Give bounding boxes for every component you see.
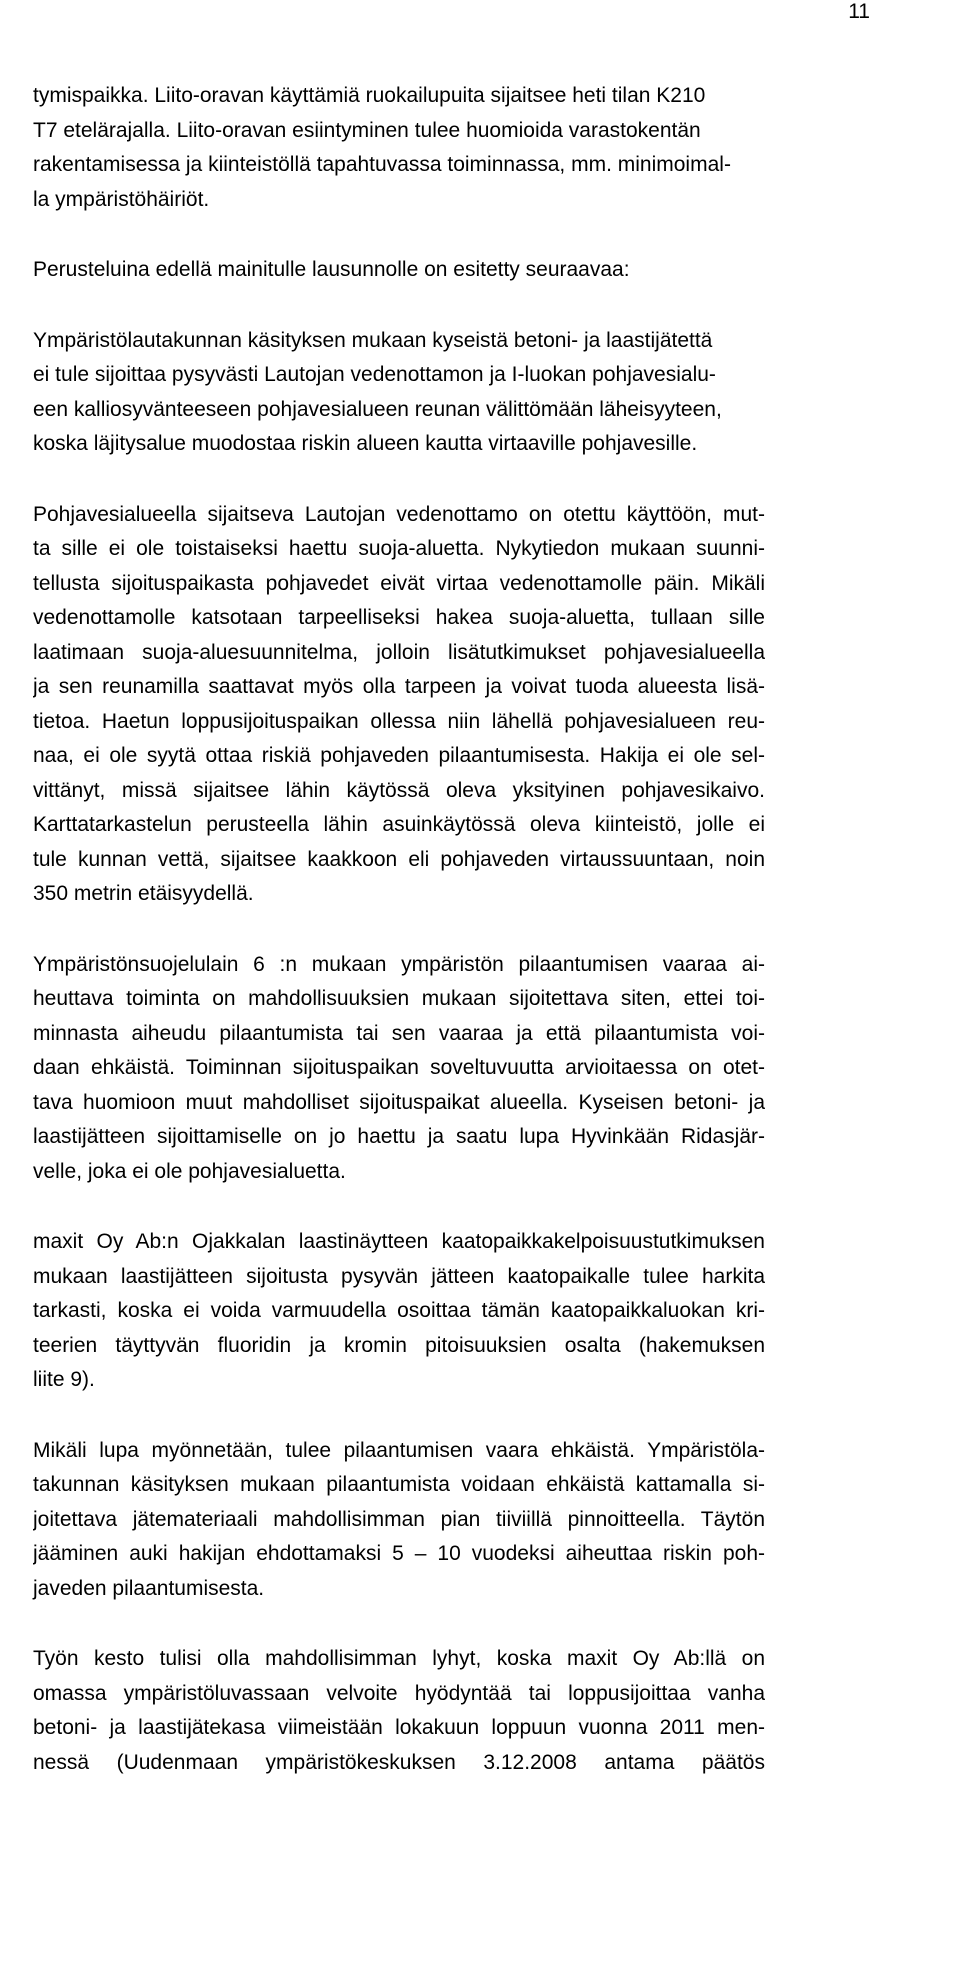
text-line: liite 9). [33, 1368, 95, 1391]
paragraph [33, 1434, 765, 1607]
text-line: betoni- ja laastijätekasa viimeistään lokakuun loppuun vuonna 2011 men- [33, 1716, 765, 1739]
text-line: naa, ei ole syytä ottaa riskiä pohjaveden pilaantumisesta. Hakija ei ole sel- [33, 744, 765, 767]
text-line: tarkasti, koska ei voida varmuudella osoittaa tämän kaatopaikkaluokan kri- [33, 1299, 765, 1322]
text-line: Ympäristönsuojelulain 6 :n mukaan ympäristön pilaantumisen vaaraa ai- [33, 952, 765, 976]
paragraph [33, 498, 765, 912]
text-line: vittänyt, missä sijaitsee lähin käytössä oleva yksityinen pohjavesikaivo. [33, 778, 765, 802]
text-line: takunnan käsityksen mukaan pilaantumista voidaan ehkäistä kattamalla si- [33, 1473, 765, 1496]
text-line: tietoa. Haetun loppusijoituspaikan ollessa niin lähellä pohjavesialueen reu- [33, 709, 765, 733]
text-line: jääminen auki hakijan ehdottamaksi 5 – 10 vuodeksi aiheuttaa riskin poh- [33, 1542, 765, 1565]
text-line: minnasta aiheudu pilaantumista tai sen vaaraa ja että pilaantumista voi- [33, 1021, 765, 1045]
text-line: velle, joka ei ole pohjavesialuetta. [33, 1159, 346, 1183]
text-line: nessä (Uudenmaan ympäristökeskuksen 3.12.2008 antama päätös [33, 1750, 765, 1774]
text-line: laatimaan suoja-aluesuunnitelma, jolloin lisätutkimukset pohjavesialueella [33, 640, 765, 664]
text-line: tule kunnan vettä, sijaitsee kaakkoon eli pohjaveden virtaussuuntaan, noin [33, 847, 765, 871]
text-line: tava huomioon muut mahdolliset sijoituspaikat alueella. Kyseisen betoni- ja [33, 1090, 765, 1114]
paragraph [33, 324, 765, 462]
text-line: Ympäristölautakunnan käsityksen mukaan kyseistä betoni- ja laastijätettä [33, 328, 713, 352]
text-line: maxit Oy Ab:n Ojakkalan laastinäytteen kaatopaikkakelpoisuustutkimuksen [33, 1230, 765, 1253]
paragraph [33, 948, 765, 1190]
text-line: javeden pilaantumisesta. [33, 1576, 265, 1600]
text-line: tymispaikka. Liito-oravan käyttämiä ruokailupuita sijaitsee heti tilan K210 [33, 84, 706, 107]
text-line: mukaan laastijätteen sijoitusta pysyvän jätteen kaatopaikalle tulee harkita [33, 1264, 765, 1288]
text-line: joitettava jätemateriaali mahdollisimman pian tiiviillä pinnoitteella. Täytön [33, 1507, 765, 1531]
text-line: rakentamisessa ja kiinteistöllä tapahtuvassa toiminnassa, mm. minimoimal- [33, 153, 731, 176]
text-line: Mikäli lupa myönnetään, tulee pilaantumisen vaara ehkäistä. Ympäristöla- [33, 1438, 765, 1462]
text-line: la ympäristöhäiriöt. [33, 187, 210, 211]
text-line: ja sen reunamilla saattavat myös olla tarpeen ja voivat tuoda alueesta lisä- [33, 675, 765, 698]
text-line: 350 metrin etäisyydellä. [33, 882, 254, 905]
text-line: omassa ympäristöluvassaan velvoite hyödyntää tai loppusijoittaa vanha [33, 1681, 765, 1705]
text-line: daan ehkäistä. Toiminnan sijoituspaikan soveltuvuutta arvioitaessa on otet- [33, 1056, 765, 1079]
text-line: tellusta sijoituspaikasta pohjavedet eivät virtaa vedenottamolle päin. Mikäli [33, 571, 765, 595]
text-line: heuttava toiminta on mahdollisuuksien mukaan sijoitettava siten, ettei toi- [33, 987, 765, 1010]
paragraph [33, 1225, 765, 1398]
text-line: laastijätteen sijoittamiselle on jo haettu ja saatu lupa Hyvinkään Ridasjär- [33, 1125, 765, 1148]
text-line: ei tule sijoittaa pysyvästi Lautojan vedenottamon ja I-luokan pohjavesialu- [33, 363, 716, 386]
text-line: vedenottamolle katsotaan tarpeelliseksi hakea suoja-aluetta, tullaan sille [33, 606, 765, 629]
paragraph [33, 1642, 765, 1780]
paragraph [33, 253, 765, 288]
text-line: Työn kesto tulisi olla mahdollisimman lyhyt, koska maxit Oy Ab:llä on [33, 1647, 765, 1670]
text-line: Pohjavesialueella sijaitseva Lautojan vedenottamo on otettu käyttöön, mut- [33, 502, 765, 526]
text-line: koska läjitysalue muodostaa riskin alueen kautta virtaaville pohjavesille. [33, 432, 698, 455]
text-line: Perusteluina edellä mainitulle lausunnolle on esitetty seuraavaa: [33, 258, 630, 281]
text-line: ta sille ei ole toistaiseksi haettu suoja-aluetta. Nykytiedon mukaan suunni- [33, 537, 765, 560]
text-line: een kalliosyvänteeseen pohjavesialueen reunan välittömään läheisyyteen, [33, 397, 722, 421]
paragraph [33, 79, 765, 217]
text-line: T7 etelärajalla. Liito-oravan esiintyminen tulee huomioida varastokentän [33, 118, 701, 142]
text-line: teerien täyttyvän fluoridin ja kromin pitoisuuksien osalta (hakemuksen [33, 1333, 765, 1357]
text-line: Karttatarkastelun perusteella lähin asuinkäytössä oleva kiinteistö, jolle ei [33, 813, 765, 836]
page-number: 11 [848, 0, 870, 23]
document-body [33, 79, 765, 1816]
